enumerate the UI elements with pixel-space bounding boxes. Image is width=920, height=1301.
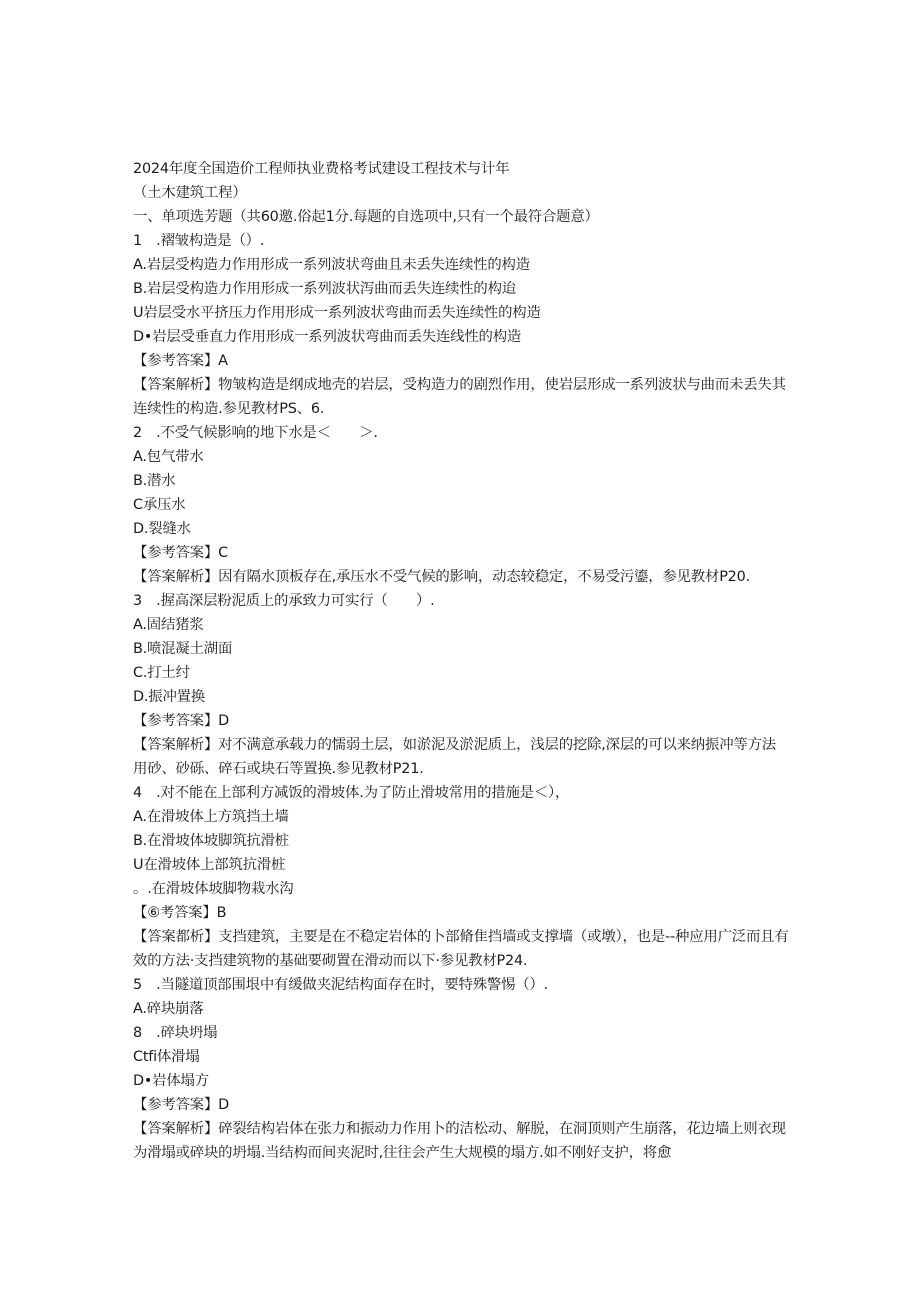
question-option: B.在滑坡体坡脚筑抗滑桩: [133, 833, 289, 849]
question-option: 8 .碎块坍塌: [133, 1025, 218, 1041]
document-title: 2024年度全国造价工程师执业费格考试建设工程技术与计年: [133, 161, 510, 177]
document-body: [133, 157, 789, 1165]
question-block: [133, 781, 789, 973]
question-option: C.打土纣: [133, 665, 190, 681]
reference-answer: 【参考答案】C: [133, 545, 228, 561]
reference-answer: 【⑥考答案】B: [133, 905, 227, 921]
question-stem: 5 .当隧道顶部围垠中有缓做夹泥结构面存在时，要特殊警惕（）.: [133, 977, 549, 993]
question-option: A.在滑坡体上方筑挡土墙: [133, 809, 289, 825]
answer-analysis: 【答案解析】因有隔水顶板存在,承压水不受气候的影响，动态较稳定，不易受污鎏，参见教材P20.: [133, 569, 750, 585]
question-option: Ctfi体滑塌: [133, 1049, 200, 1065]
question-option: D.振冲置换: [133, 689, 206, 705]
answer-analysis: 【答案解析】碎裂结构岩体在张力和振动力作用卜的洁松动、解脱，在洞顶则产生崩落，花边墙上则衣现为滑塌或碎块的坍塌.当结构而间夹泥时,往往会产生大规模的塌方.如不刚好支护，将愈: [133, 1121, 786, 1161]
reference-answer: 【参考答案】A: [133, 353, 228, 369]
question-option: B.喷混凝土湖面: [133, 641, 233, 657]
question-block: [133, 973, 789, 1165]
question-option: D•岩层受垂直力作用形成一系列波状弯曲而丢失连线性的构造: [133, 329, 522, 345]
question-stem: 1 .褶皱构造是（）.: [133, 233, 265, 249]
answer-analysis: 【答案解析】对不满意承载力的懦弱土层，如淤泥及淤泥质上，浅层的挖除,深层的可以来纳振冲等方法用砂、砂砾、碎石或块石等置换.参见教材P21.: [133, 737, 776, 777]
answer-analysis: 【答案都析】支挡建筑，主要是在不稳定岩体的卜部脩隹挡墙或支撑墙（或墩），也是--种应用广泛而且有效的方法·支挡建筑物的基础要砌置在滑动而以下·参见教材P24.: [133, 929, 789, 969]
question-option: B.潜水: [133, 473, 176, 489]
question-option: A.包气带水: [133, 449, 204, 465]
question-block: [133, 229, 789, 421]
question-option: U在滑坡体上部筑抗滑桩: [133, 857, 286, 873]
question-option: A.固结猪浆: [133, 617, 204, 633]
question-option: D.裂缝水: [133, 521, 191, 537]
question-option: 。.在滑坡体坡脚物栽水沟: [133, 881, 294, 897]
question-option: A.碎块崩落: [133, 1001, 204, 1017]
question-option: A.岩层受构造力作用形成一系列波状弯曲且未丢失连续性的构造: [133, 257, 530, 273]
section-heading: 一、单项选芳题（共60邀.俗起1分.每题的自选项中,只有一个最符合题意）: [133, 209, 599, 225]
question-stem: 4 .对不能在上部利方减饭的滑坡体.为了防止滑坡常用的措施是＜），: [133, 785, 570, 801]
question-option: D•岩体塌方: [133, 1073, 209, 1089]
question-option: U岩层受水平挤压力作用形成一系列波状弯曲而丢失连续性的构造: [133, 305, 541, 321]
question-block: [133, 589, 789, 781]
question-stem: 3 .握高深层粉泥质上的承致力可实行（ ）.: [133, 593, 435, 609]
question-stem: 2 .不受气候影响的地下水是＜ ＞.: [133, 425, 378, 441]
document-subtitle: （土木建筑工程）: [133, 185, 247, 201]
question-option: C承压水: [133, 497, 186, 513]
question-block: [133, 421, 789, 589]
reference-answer: 【参考答案】D: [133, 1097, 230, 1113]
question-option: B.岩层受构造力作用形成一系列波状泻曲而丢失连续性的构迨: [133, 281, 517, 297]
answer-analysis: 【答案解析】物皱构造是纲成地壳的岩层，受构造力的剧烈作用，使岩层形成一系列波状与曲而未丢失其连续性的构造.参见教材PS、6.: [133, 377, 786, 417]
reference-answer: 【参考答案】D: [133, 713, 230, 729]
